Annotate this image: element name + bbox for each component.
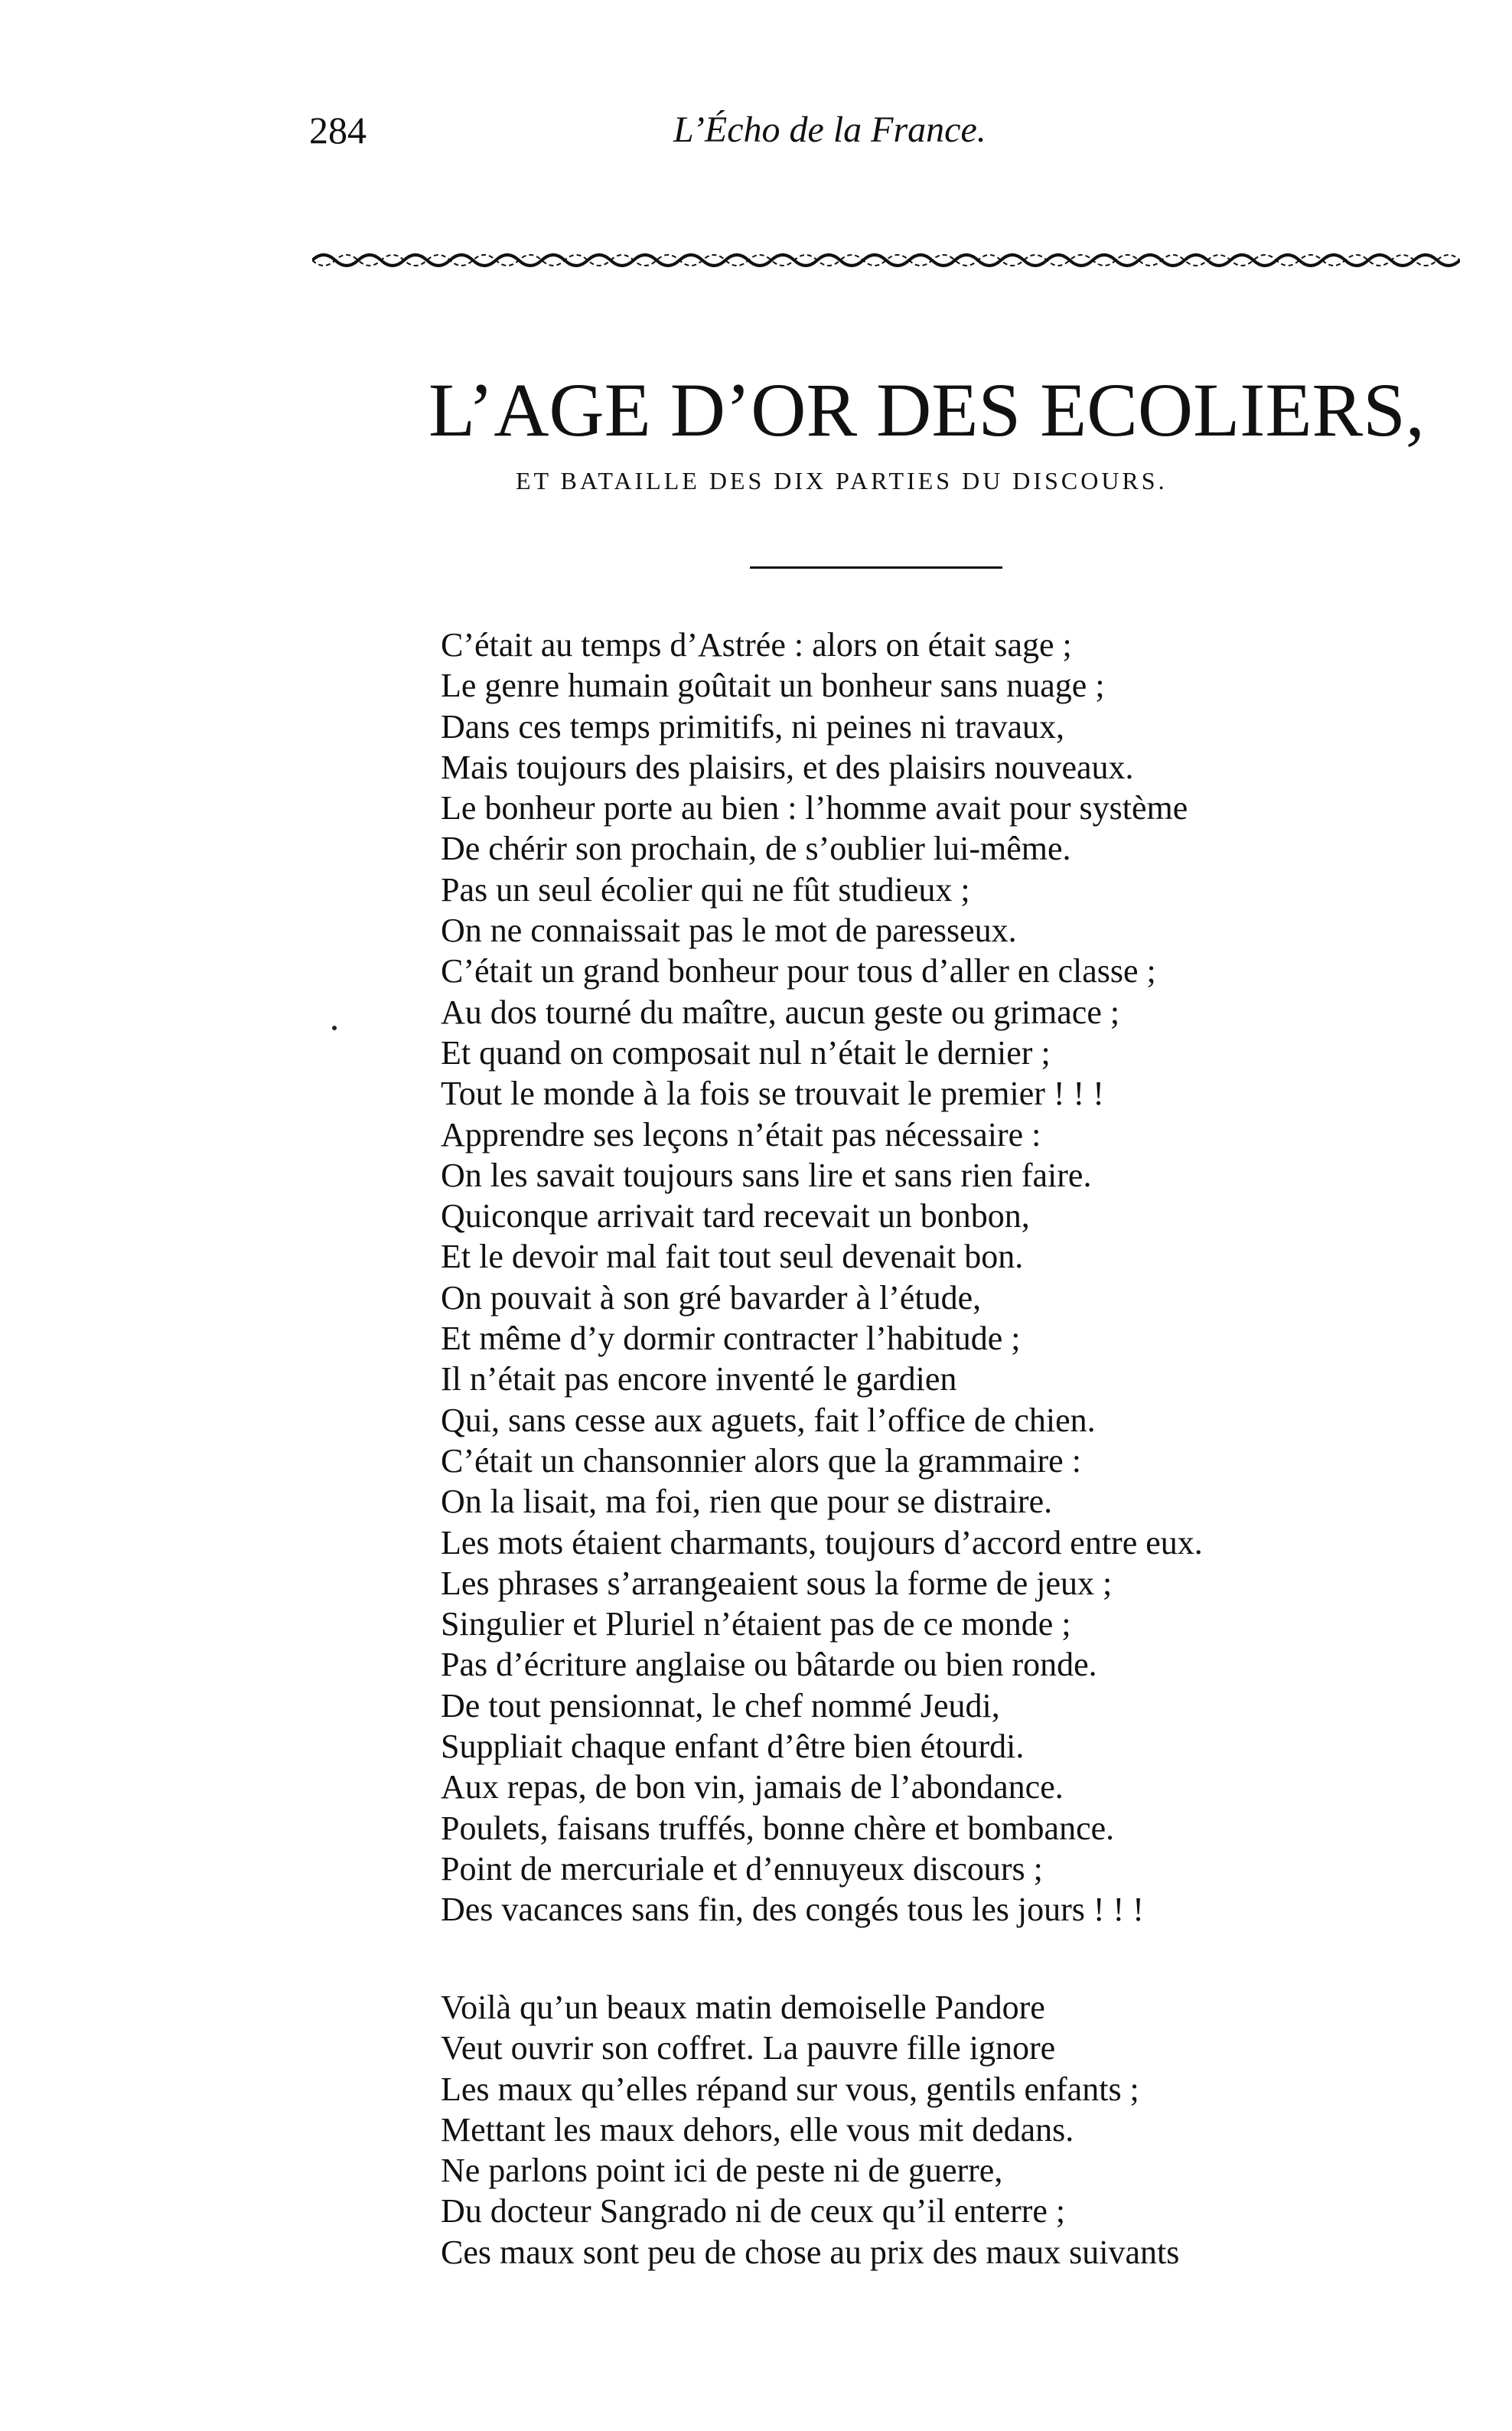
- verse-line: Quiconque arrivait tard recevait un bonbon,: [441, 1197, 1030, 1235]
- verse-line: Le bonheur porte au bien : l’homme avait pour système: [441, 789, 1188, 827]
- verse-line: Tout le monde à la fois se trouvait le premier ! ! !: [441, 1075, 1104, 1113]
- verse-line: Il n’était pas encore inventé le gardien: [441, 1360, 957, 1398]
- verse-line: Pas d’écriture anglaise ou bâtarde ou bien ronde.: [441, 1646, 1097, 1684]
- running-head: L’Écho de la France.: [673, 109, 986, 150]
- verse-line: On pouvait à son gré bavarder à l’étude,: [441, 1278, 982, 1317]
- verse-line: Les maux qu’elles répand sur vous, gentils enfants ;: [441, 2070, 1139, 2108]
- verse-line: Poulets, faisans truffés, bonne chère et bombance.: [441, 1809, 1115, 1847]
- verse-line: Suppliait chaque enfant d’être bien étourdi.: [441, 1728, 1025, 1766]
- verse-line: Pas un seul écolier qui ne fût studieux ;: [441, 870, 970, 909]
- verse-line: Singulier et Pluriel n’étaient pas de ce monde ;: [441, 1605, 1071, 1643]
- stanza-2: [441, 1987, 1179, 2273]
- verse-line: Les mots étaient charmants, toujours d’accord entre eux.: [441, 1523, 1203, 1561]
- verse-line: Veut ouvrir son coffret. La pauvre fille ignore: [441, 2029, 1056, 2067]
- verse-line: Des vacances sans fin, des congés tous les jours ! ! !: [441, 1891, 1144, 1929]
- verse-line: C’était un grand bonheur pour tous d’aller en classe ;: [441, 952, 1156, 990]
- page-number: 284: [309, 109, 367, 152]
- verse-line: Mettant les maux dehors, elle vous mit dedans.: [441, 2110, 1074, 2149]
- verse-line: C’était un chansonnier alors que la grammaire :: [441, 1441, 1081, 1480]
- verse-line: Point de mercuriale et d’ennuyeux discours ;: [441, 1849, 1043, 1888]
- verse-line: Qui, sans cesse aux aguets, fait l’office de chien.: [441, 1401, 1096, 1439]
- verse-line: Les phrases s’arrangeaient sous la forme de jeux ;: [441, 1564, 1113, 1602]
- poem-title: L’AGE D’OR DES ECOLIERS,: [429, 367, 1425, 452]
- verse-line: Et quand on composait nul n’était le dernier ;: [441, 1033, 1051, 1072]
- margin-mark: [332, 1026, 337, 1030]
- verse-line: Dans ces temps primitifs, ni peines ni travaux,: [441, 707, 1065, 746]
- verse-line: On la lisait, ma foi, rien que pour se distraire.: [441, 1483, 1053, 1521]
- verse-line: On ne connaissait pas le mot de paresseux.: [441, 912, 1017, 950]
- stanza-1: [441, 625, 1203, 1930]
- verse-line: Ces maux sont peu de chose au prix des maux suivants: [441, 2233, 1180, 2271]
- verse-line: C’était au temps d’Astrée : alors on était sage ;: [441, 626, 1072, 664]
- verse-line: Et le devoir mal fait tout seul devenait bon.: [441, 1238, 1024, 1276]
- verse-line: De tout pensionnat, le chef nommé Jeudi,: [441, 1686, 1000, 1725]
- verse-line: De chérir son prochain, de s’oublier lui-même.: [441, 830, 1071, 868]
- verse-line: Le genre humain goûtait un bonheur sans nuage ;: [441, 667, 1105, 705]
- verse-line: Aux repas, de bon vin, jamais de l’abondance.: [441, 1768, 1064, 1806]
- title-rule: [750, 566, 1002, 569]
- verse-line: Et même d’y dormir contracter l’habitude ;: [441, 1320, 1021, 1358]
- ornamental-rule: [312, 245, 1460, 276]
- poem-subtitle: ET BATAILLE DES DIX PARTIES DU DISCOURS.: [516, 467, 1168, 494]
- verse-line: Apprendre ses leçons n’était pas nécessaire :: [441, 1115, 1041, 1154]
- verse-line: Ne parlons point ici de peste ni de guerre,: [441, 2152, 1003, 2190]
- verse-line: On les savait toujours sans lire et sans rien faire.: [441, 1156, 1092, 1194]
- verse-line: Au dos tourné du maître, aucun geste ou grimace ;: [441, 993, 1120, 1031]
- verse-line: Voilà qu’un beaux matin demoiselle Pandore: [441, 1989, 1045, 2026]
- verse-line: Mais toujours des plaisirs, et des plaisirs nouveaux.: [441, 748, 1134, 786]
- verse-line: Du docteur Sangrado ni de ceux qu’il enterre ;: [441, 2192, 1066, 2230]
